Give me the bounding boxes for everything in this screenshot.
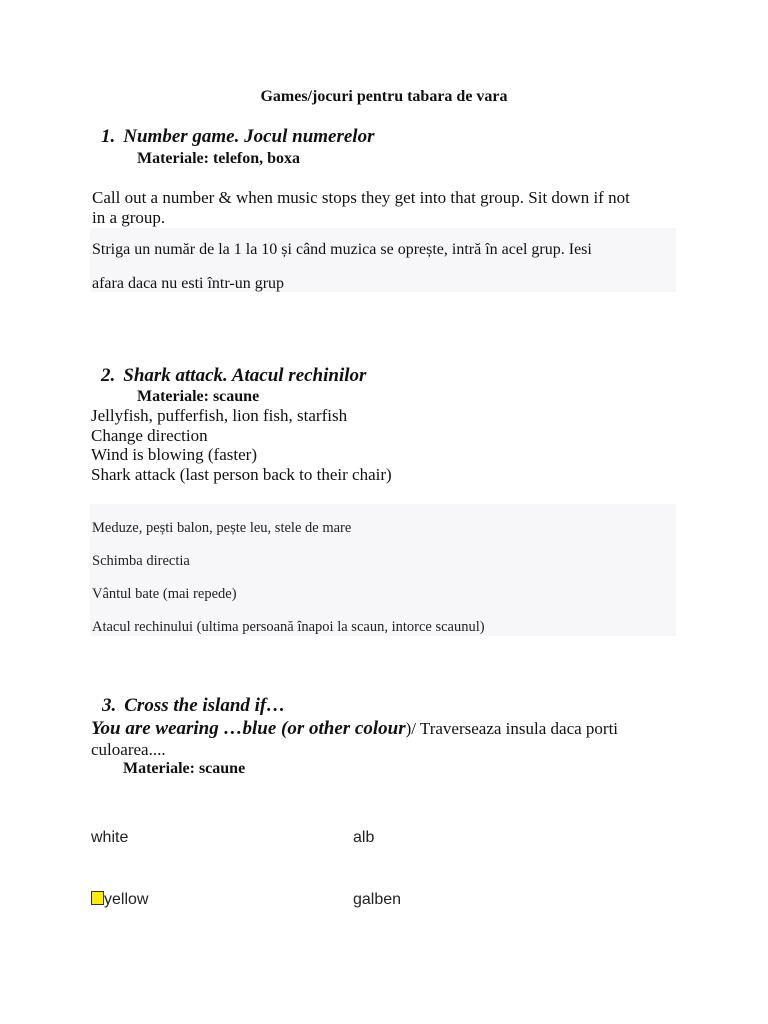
game2-heading	[101, 365, 366, 387]
game2-ro-line: Schimba directia	[92, 553, 190, 569]
game1-number: 1.	[101, 126, 116, 147]
game3-subtitle-italic: You are wearing …blue (or other colour	[91, 718, 406, 739]
color-en-yellow: yellow	[104, 891, 149, 908]
game3-heading	[102, 695, 285, 717]
document-title: Games/jocuri pentru tabara de vara	[260, 88, 508, 105]
game1-desc-ro-line2: afara daca nu esti într-un grup	[92, 275, 285, 292]
game2-title: Shark attack. Atacul rechinilor	[123, 365, 367, 386]
game1-desc-ro-line1: Striga un număr de la 1 la 10 și când muzica se oprește, intră în acel grup. Iesi	[92, 241, 592, 258]
game1-heading	[101, 126, 374, 148]
game1-title-main: Number game	[123, 126, 235, 147]
color-ro-yellow: galben	[353, 891, 402, 908]
game3-subtitle-rest: )/ Traverseaza insula daca porti	[405, 719, 619, 738]
game2-number: 2.	[101, 365, 116, 386]
game1-title-rest: . Jocul numerelor	[234, 126, 375, 147]
game3-number: 3.	[102, 695, 117, 716]
yellow-highlight-marker	[91, 891, 104, 905]
game2-ro-line: Meduze, pești balon, pește leu, stele de mare	[92, 520, 352, 536]
game3-subtitle-line2: culoarea....	[91, 740, 166, 759]
game1-desc-en-line2: in a group.	[92, 208, 166, 227]
game3-materials: Materiale: scaune	[123, 760, 246, 777]
game3-subtitle	[91, 718, 618, 740]
game2-en-line: Jellyfish, pufferfish, lion fish, starfish	[91, 406, 348, 425]
color-ro-white: alb	[353, 829, 375, 846]
game2-en-line: Change direction	[91, 426, 208, 445]
game2-en-line: Shark attack (last person back to their chair)	[91, 465, 392, 484]
game2-en-line: Wind is blowing (faster)	[91, 445, 257, 464]
color-en-yellow-row	[91, 891, 148, 909]
color-en-white: white	[91, 829, 129, 846]
game1-desc-en-line1: Call out a number & when music stops they get into that group. Sit down if not	[92, 188, 630, 207]
game2-ro-line: Atacul rechinului (ultima persoană înapoi la scaun, intorce scaunul)	[92, 619, 485, 635]
game2-ro-line: Vântul bate (mai repede)	[92, 586, 237, 602]
game2-materials: Materiale: scaune	[137, 388, 260, 405]
game3-title: Cross the island if…	[124, 695, 286, 716]
game1-materials: Materiale: telefon, boxa	[137, 150, 301, 167]
